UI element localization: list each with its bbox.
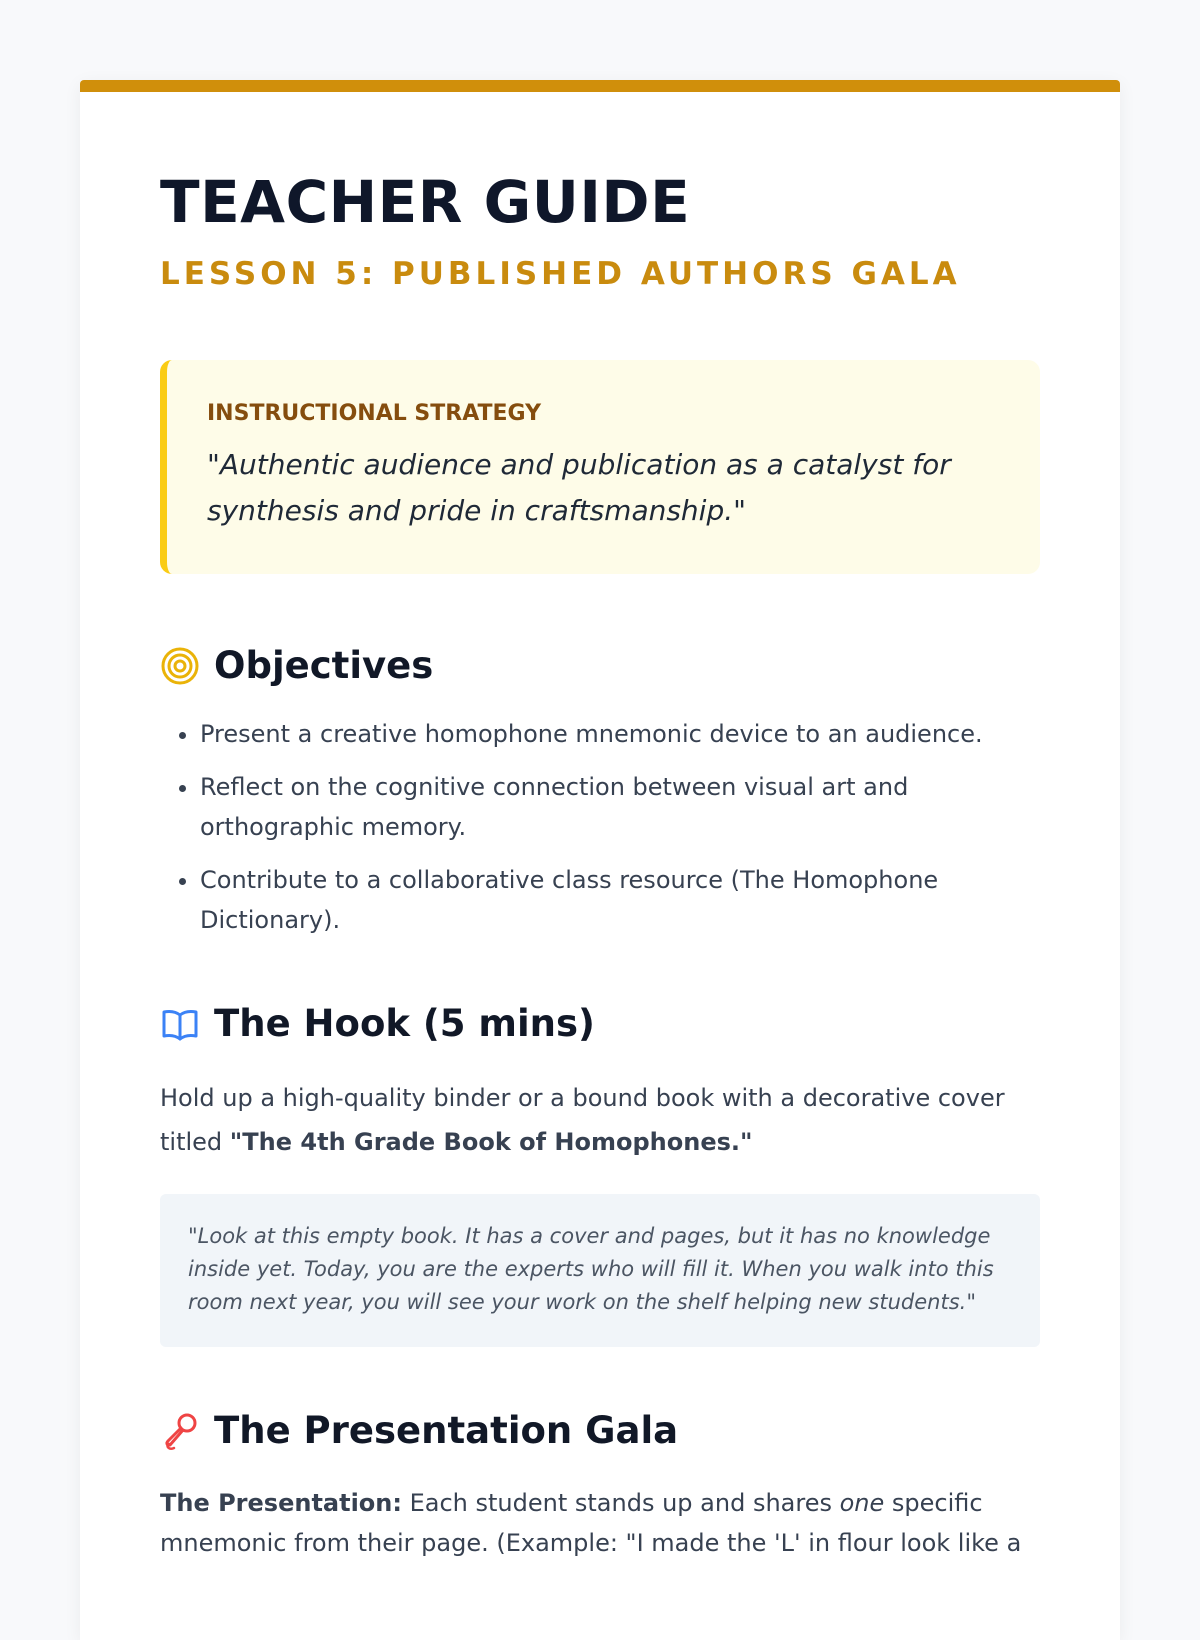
gala-text-em: one [839, 1489, 885, 1517]
list-item: • Present a creative homophone mnemonic device to an audience. [200, 714, 1040, 754]
objectives-heading [160, 644, 1040, 688]
hook-script-box [160, 1194, 1040, 1347]
lesson-subtitle: LESSON 5: PUBLISHED AUTHORS GALA [160, 256, 961, 292]
guide-page [80, 80, 1120, 1640]
hook-script: "Look at this empty book. It has a cover and pages, but it has no knowledge inside yet. Today, you are the experts who will fill it. When you walk into this room next year, you will see your work on the shelf helping new students." [188, 1224, 994, 1314]
microphone-icon [160, 1411, 200, 1451]
hook-description [160, 1076, 1040, 1164]
gala-text-1: Each student stands up and shares [401, 1489, 840, 1517]
hook-heading-text: The Hook (5 mins) [214, 1002, 595, 1045]
strategy-label: INSTRUCTIONAL STRATEGY [207, 401, 542, 426]
gala-label: The Presentation: [160, 1489, 402, 1517]
guide-content [160, 168, 1040, 1563]
objectives-list [160, 714, 1040, 940]
hook-text-before: Hold up a high-quality binder or a bound book with a decorative cover titled [160, 1084, 1005, 1156]
gala-description [160, 1483, 1040, 1563]
list-item: • Contribute to a collaborative class resource (The Homophone Dictionary). [200, 860, 1040, 940]
objectives-heading-text: Objectives [214, 644, 434, 687]
gala-heading [160, 1409, 1040, 1453]
strategy-quote: "Authentic audience and publication as a catalyst for synthesis and pride in craftsmanship." [207, 448, 951, 527]
book-open-icon [160, 1004, 200, 1044]
target-icon [160, 646, 200, 686]
list-item: • Reflect on the cognitive connection between visual art and orthographic memory. [200, 767, 1040, 847]
gala-text-2: specific mnemonic from their page. (Example: "I made the 'L' in flour look like a [160, 1489, 1022, 1557]
hook-heading [160, 1002, 1040, 1046]
page-title: TEACHER GUIDE [160, 168, 691, 236]
hook-book-title: "The 4th Grade Book of Homophones." [229, 1128, 753, 1156]
gala-heading-text: The Presentation Gala [214, 1409, 679, 1452]
instructional-strategy-callout [160, 360, 1040, 574]
